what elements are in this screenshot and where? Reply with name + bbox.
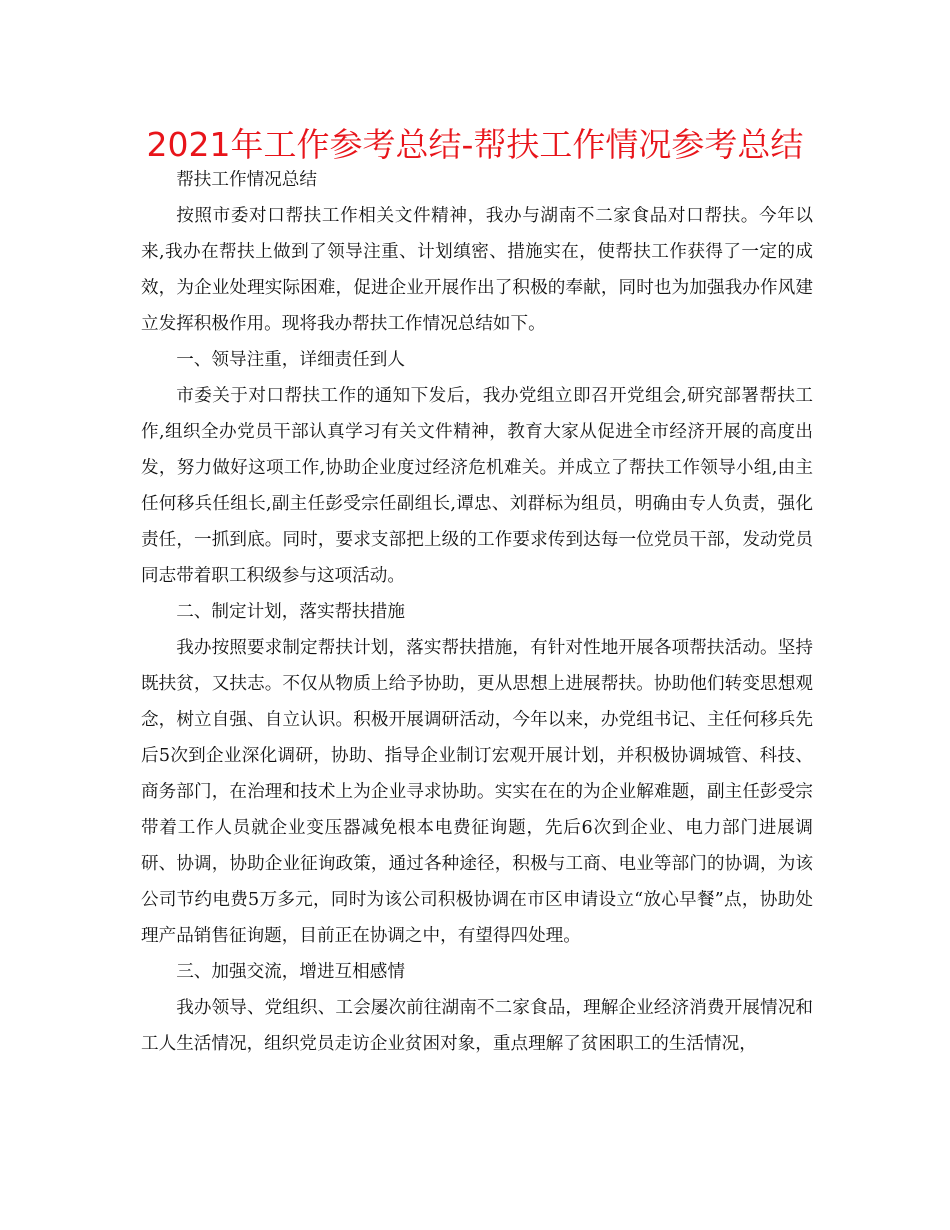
paragraph-intro: 按照市委对口帮扶工作相关文件精神，我办与湖南不二家食品对口帮扶。今年以来,我办在帮扶上做到了领导注重、计划缜密、措施实在，使帮扶工作获得了一定的成效，为企业处理实际困难，促进企业开展作出了积极的奉献，同时也为加强我办作风建立发挥积极作用。现将我办帮扶工作情况总结如下。 xyxy=(141,206,813,334)
paragraph-section-3: 我办领导、党组织、工会屡次前往湖南不二家食品，理解企业经济消费开展情况和工人生活情况，组织党员走访企业贫困对象，重点理解了贫困职工的生活情况， xyxy=(141,998,813,1054)
section-heading-1: 一、领导注重，详细责任到人 xyxy=(176,350,405,370)
section-heading-2: 二、制定计划，落实帮扶措施 xyxy=(176,602,405,622)
paragraph-section-1: 市委关于对口帮扶工作的通知下发后，我办党组立即召开党组会,研究部署帮扶工作,组织全办党员干部认真学习有关文件精神，教育大家从促进全市经济开展的高度出发，努力做好这项工作,协助企业度过经济危机难关。并成立了帮扶工作领导小组,由主任何移兵任组长,副主任彭受宗任副组长,谭忠、刘群标为组员，明确由专人负责，强化责任，一抓到底。同时，要求支部把上级的工作要求传到达每一位党员干部，发动党员同志带着职工积级参与这项活动。 xyxy=(141,386,813,586)
document-title: 2021年工作参考总结-帮扶工作情况参考总结 xyxy=(146,125,804,164)
paragraph-section-2: 我办按照要求制定帮扶计划，落实帮扶措施，有针对性地开展各项帮扶活动。坚持既扶贫，又扶志。不仅从物质上给予协助，更从思想上进展帮扶。协助他们转变思想观念，树立自强、自立认识。积极开展调研活动，今年以来，办党组书记、主任何移兵先后5次到企业深化调研，协助、指导企业制订宏观开展计划，并积极协调城管、科技、商务部门，在治理和技术上为企业寻求协助。实实在在的为企业解难题，副主任彭受宗带着工作人员就企业变压器减免根本电费征询题，先后6次到企业、电力部门进展调研、协调，协助企业征询政策，通过各种途径，积极与工商、电业等部门的协调，为该公司节约电费5万多元，同时为该公司积极协调在市区申请设立“放心早餐”点，协助处理产品销售征询题，目前正在协调之中，有望得四处理。 xyxy=(141,638,813,946)
section-heading-3: 三、加强交流，增进互相感情 xyxy=(176,962,405,982)
document-subtitle: 帮扶工作情况总结 xyxy=(176,170,317,190)
document-body xyxy=(141,162,813,1062)
